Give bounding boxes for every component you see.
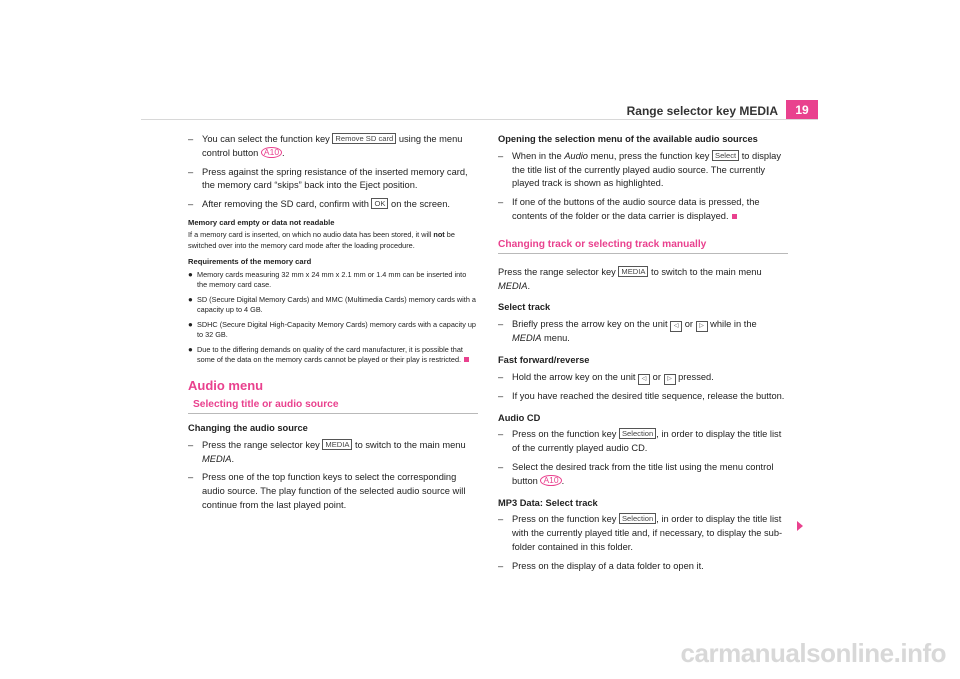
heading-select-track: Select track [498, 302, 551, 313]
page-number: 19 [786, 100, 818, 120]
step-dash: – [498, 429, 504, 440]
step-dash: – [188, 472, 194, 483]
step-open-folder: – Press on the display of a data folder to open it. [498, 560, 788, 574]
requirement-item: ● SD (Secure Digital Memory Cards) and MMC (Multimedia Cards) memory cards with a capacity up to 4 GB. [188, 294, 476, 315]
bullet-icon: ● [188, 269, 193, 279]
step-dash: – [498, 514, 504, 525]
bullet-icon: ● [188, 294, 193, 304]
heading-opening-selection: Opening the selection menu of the available audio sources [498, 134, 758, 144]
media-key: MEDIA [322, 439, 352, 450]
section-end-mark [732, 214, 737, 219]
arrow-left-icon: ◁ [670, 321, 682, 332]
subsection-title-selecting: Selecting title or audio source [188, 398, 478, 414]
ok-key: OK [371, 198, 388, 209]
step-dash: – [188, 199, 194, 210]
requirement-item: ● Due to the differing demands on quality of the card manufacturer, it is possible that some of the data on the memory cards cannot be played or their play is restricted. [188, 345, 478, 366]
step-top-function-keys: – Press one of the top function keys to select the corresponding audio source. The play function of the selected audio source will continue from the last played point. [188, 472, 466, 510]
arrow-right-icon: ▷ [696, 321, 708, 332]
step-dash: – [188, 134, 194, 144]
requirement-item: ● SDHC (Secure Digital High-Capacity Memory Cards) memory cards with a capacity up to 32 GB. [188, 319, 476, 340]
step-press-selection-cd: – Press on the function key Selection , in order to display the title list of the currently played audio CD. [498, 429, 782, 454]
section-end-mark [464, 357, 469, 362]
heading-audio-cd: Audio CD [498, 412, 541, 423]
step-press-media: – Press the range selector key MEDIA to switch to the main menu MEDIA. [188, 439, 466, 464]
requirement-item: ● Memory cards measuring 32 mm x 24 mm x 2.1 mm or 1.4 mm can be inserted into the memory card case. [188, 269, 467, 290]
arrow-right-icon: ▷ [664, 374, 676, 385]
page-header-title: Range selector key MEDIA [626, 104, 778, 118]
step-dash: – [498, 461, 504, 472]
selection-key: Selection [619, 428, 656, 439]
step-press-selection-mp3: – Press on the function key Selection , in order to display the title list with the currently played title and, if necessary, to display the sub-folder contained in this folder. [498, 514, 783, 552]
step-dash: – [498, 150, 504, 161]
arrow-left-icon: ◁ [638, 374, 650, 385]
watermark: carmanualsonline.info [680, 638, 946, 668]
note-heading-requirements: Requirements of the memory card [188, 257, 312, 267]
step-dash: – [188, 439, 194, 450]
step-dash: – [498, 197, 504, 208]
heading-mp3-data: MP3 Data: Select track [498, 497, 598, 508]
step-press-card: – Press against the spring resistance of the inserted memory card, the memory card “skips” back into the Eject position. [188, 166, 468, 191]
next-page-arrow-icon [797, 521, 803, 531]
select-key: Select [712, 150, 739, 161]
step-dash: – [498, 560, 504, 571]
step-press-select: – When in the Audio menu, press the function key Select to display the title list of the currently played audio source. The currently played track is shown as highlighted. [498, 150, 781, 189]
step-hold-arrow: – Hold the arrow key on the unit ◁ or ▷ pressed. [498, 371, 788, 385]
menu-control-button-ref: A10 [540, 475, 561, 486]
step-folder-contents: – If one of the buttons of the audio source data is pressed, the contents of the folder or the data carrier is displayed. [498, 197, 760, 221]
left-column [188, 133, 478, 518]
step-select-desired-track: – Select the desired track from the title list using the menu control button A10 . [498, 461, 774, 486]
step-dash: – [498, 319, 504, 330]
intro-press-media: Press the range selector key MEDIA to switch to the main menu MEDIA. [498, 266, 762, 291]
header-rule [141, 119, 818, 120]
right-column [498, 133, 788, 579]
step-select-remove-sd: – You can select the function key Remove SD card using the menu control button A10 . [188, 134, 463, 158]
selection-key: Selection [619, 513, 656, 524]
heading-changing-source: Changing the audio source [188, 422, 308, 433]
step-dash: – [498, 390, 504, 401]
menu-control-button-ref: A10 [261, 147, 282, 158]
bullet-icon: ● [188, 344, 193, 354]
heading-fast-forward: Fast forward/reverse [498, 354, 590, 365]
media-key: MEDIA [618, 266, 648, 277]
step-dash: – [188, 166, 194, 177]
note-empty-card: If a memory card is inserted, on which no audio data has been stored, it will not be switched over into the memory card mode after the loading procedure. [188, 230, 455, 250]
step-arrow-key: – Briefly press the arrow key on the unit ◁ or ▷ while in the MEDIA menu. [498, 319, 757, 344]
remove-sd-card-key: Remove SD card [332, 133, 396, 144]
step-release-button: – If you have reached the desired title sequence, release the button. [498, 390, 788, 404]
note-heading-empty-card: Memory card empty or data not readable [188, 217, 335, 227]
bullet-icon: ● [188, 319, 193, 329]
step-confirm-ok: – After removing the SD card, confirm with OK on the screen. [188, 198, 478, 212]
step-dash: – [498, 371, 504, 382]
section-title-changing-track: Changing track or selecting track manually [498, 238, 788, 254]
section-title-audio-menu: Audio menu [188, 377, 264, 393]
